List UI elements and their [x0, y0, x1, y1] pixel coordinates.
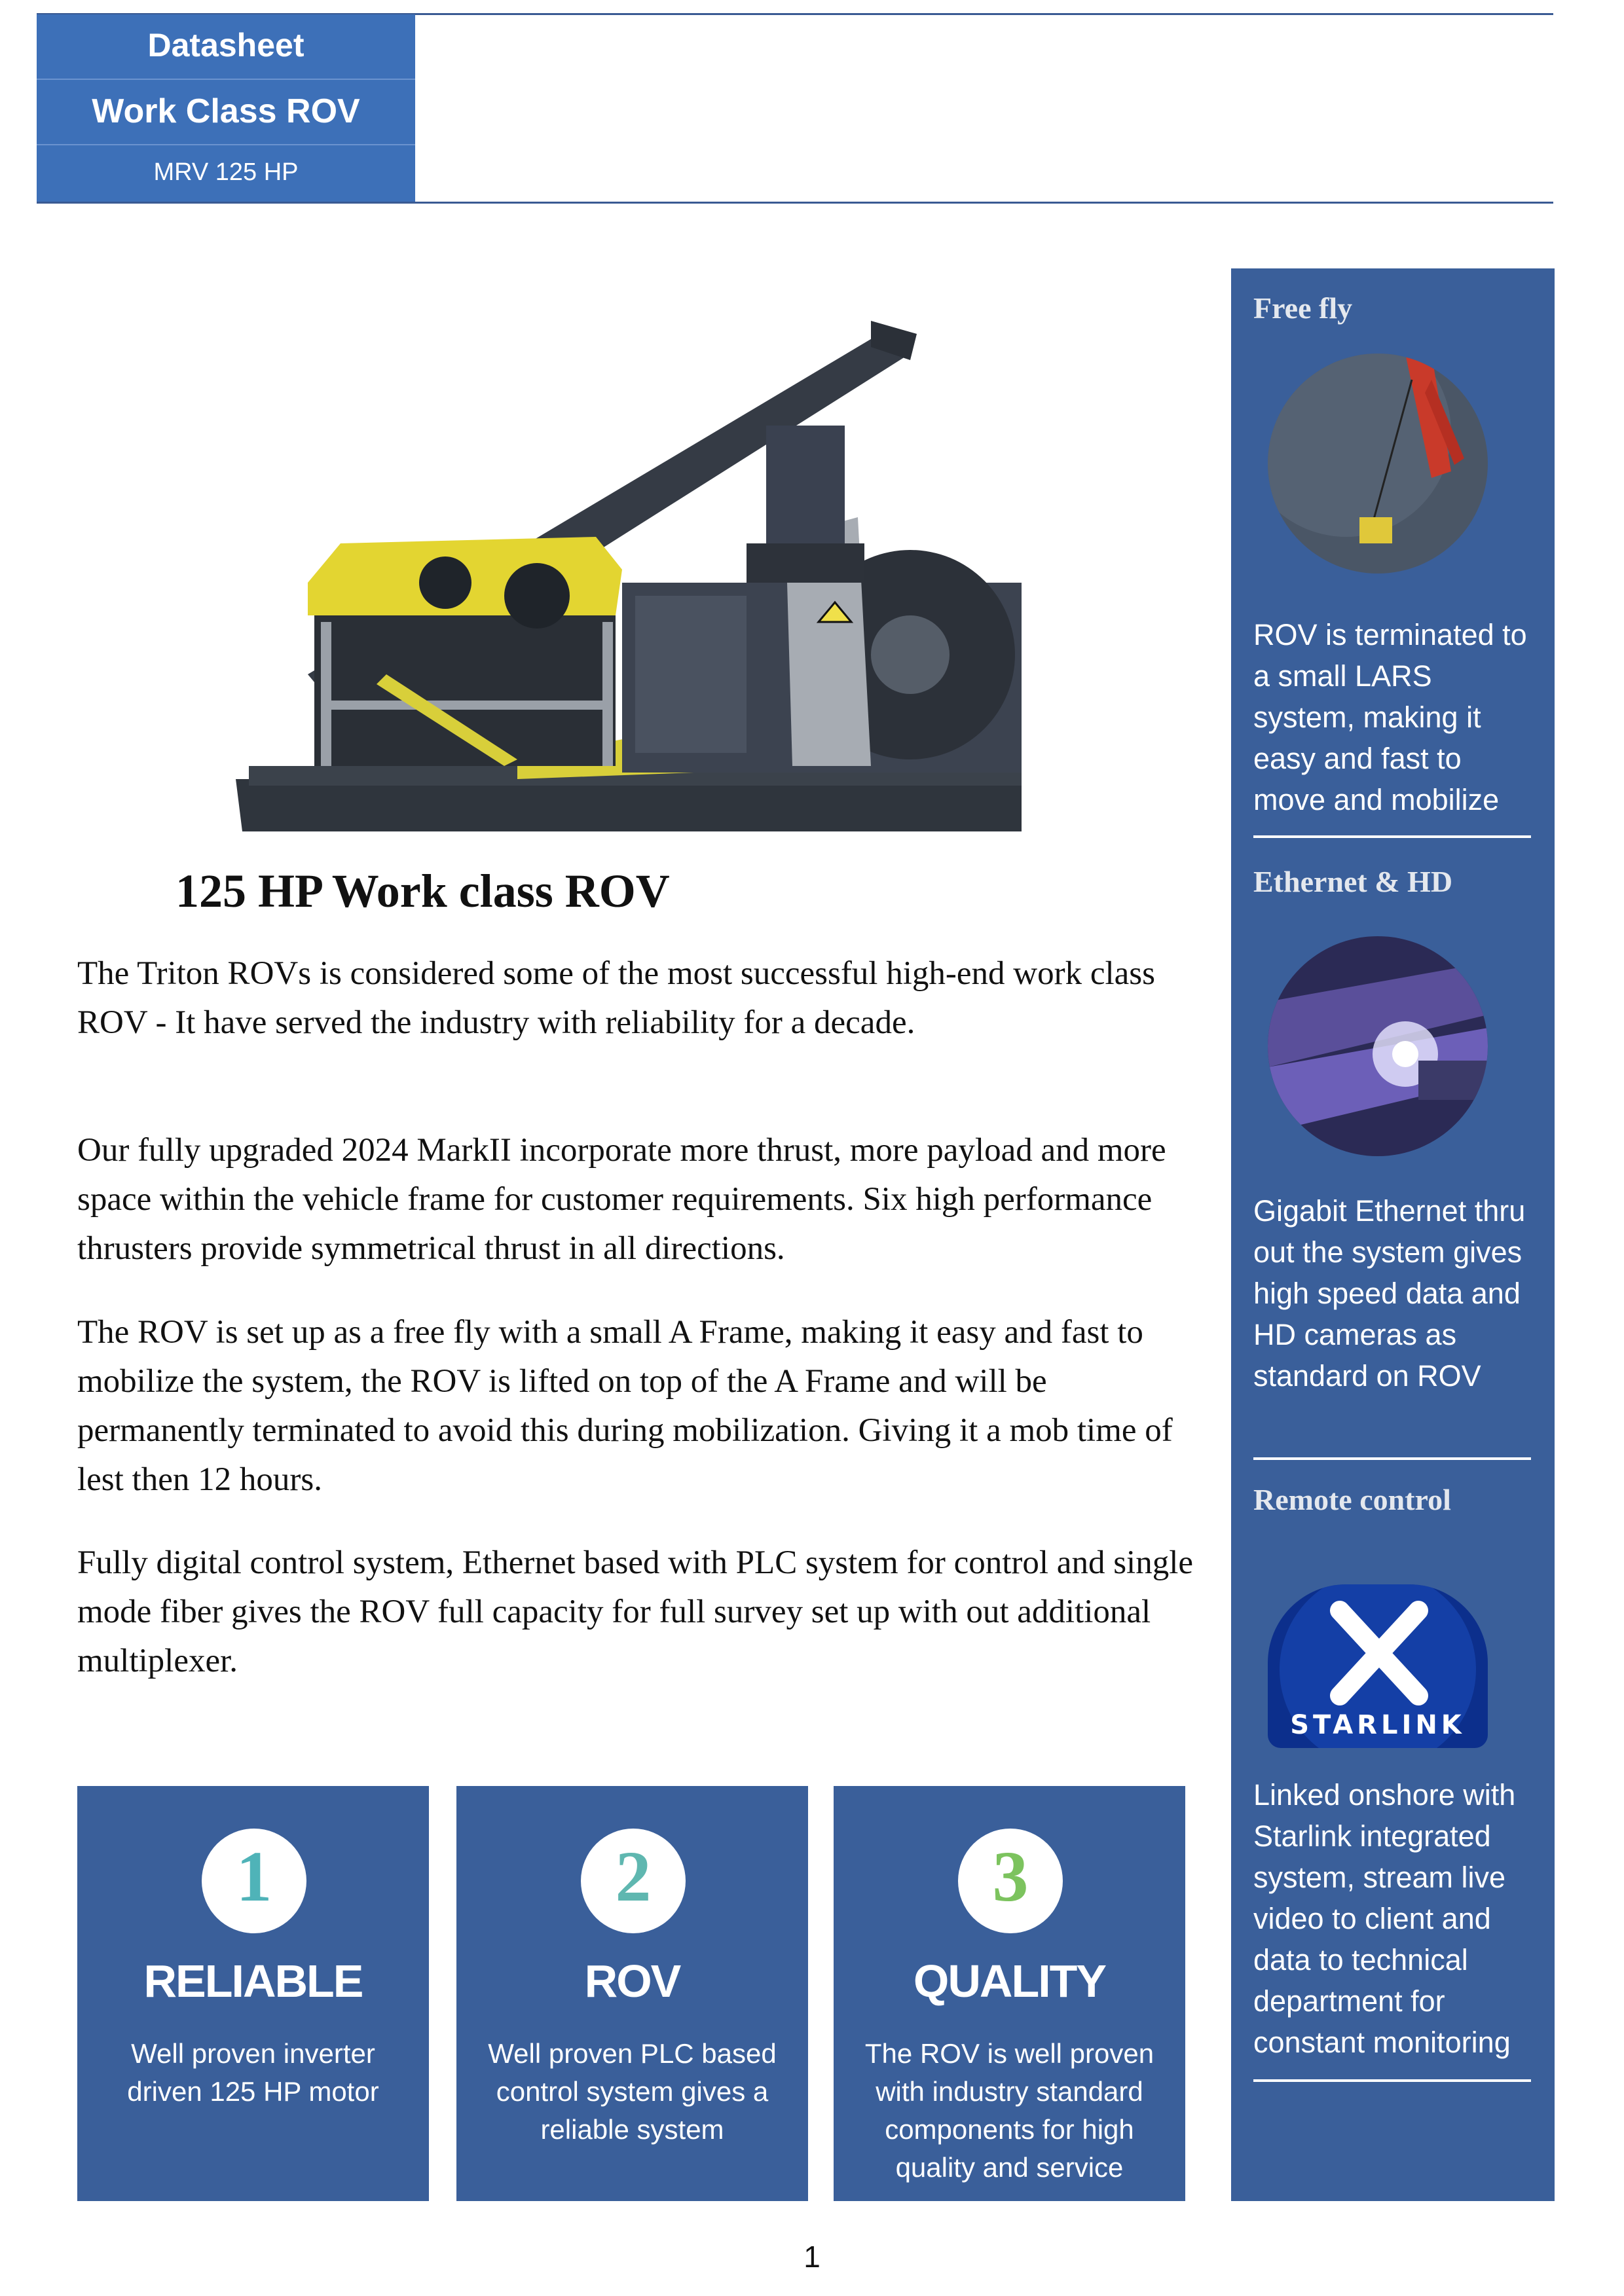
header-model: MRV 125 HP: [153, 158, 299, 186]
feature-card-quality: [834, 1786, 1185, 2201]
feature-card-rov: [456, 1786, 808, 2201]
svg-text:STARLINK: STARLINK: [1290, 1710, 1466, 1740]
sidebar-panel: [1231, 268, 1555, 2201]
feature-number: 1: [236, 1836, 272, 1916]
feature-description: The ROV is well proven with industry standard components for high quality and service: [864, 2038, 1154, 2183]
feature-title: QUALITY: [913, 1956, 1106, 2007]
body-paragraph: Our fully upgraded 2024 MarkII incorporate more thrust, more payload and more space within the vehicle frame for customer requirements. Six high performance thrusters provide symmetrical thrust in all directions.: [77, 1132, 1166, 1267]
number-badge: [958, 1829, 1063, 1933]
sidebar-heading-free-fly: Free fly: [1253, 291, 1353, 325]
feature-description: Well proven inverter driven 125 HP motor: [127, 2038, 379, 2107]
sidebar-divider: [1253, 1457, 1531, 1460]
feature-title: RELIABLE: [143, 1956, 363, 2007]
sidebar-text-ethernet: Gigabit Ethernet thru out the system gives high speed data and HD cameras as standard on ROV: [1253, 1194, 1526, 1393]
body-paragraph: Fully digital control system, Ethernet based with PLC system for control and single mode fiber gives the ROV full capacity for full survey set up with out additional multiplexer.: [77, 1544, 1194, 1679]
header-bottom-rule: [37, 202, 1553, 204]
sidebar-heading-remote-control: Remote control: [1253, 1483, 1451, 1516]
sidebar-divider: [1253, 835, 1531, 838]
feature-number: 2: [615, 1836, 652, 1916]
sidebar-text-remote-control: Linked onshore with Starlink integrated system, stream live video to client and data to technical department for constant monitoring: [1253, 1778, 1516, 2059]
body-paragraph: The ROV is set up as a free fly with a small A Frame, making it easy and fast to mobilize the system, the ROV is lifted on top of the A Frame and will be permanently terminated to avoid this during mobilization. Giving it a mob time of lest then 12 hours.: [77, 1314, 1173, 1498]
sidebar-text-free-fly: ROV is terminated to a small LARS system, making it easy and fast to move and mobilize: [1253, 618, 1527, 816]
starlink-logo-icon: [1268, 1584, 1488, 1748]
header-block: [37, 14, 415, 203]
sidebar-divider: [1253, 2079, 1531, 2082]
feature-card-reliable: [77, 1786, 429, 2201]
number-badge: [581, 1829, 686, 1933]
header-divider: [37, 79, 415, 80]
sidebar-heading-ethernet: Ethernet & HD: [1253, 865, 1453, 898]
header-divider: [37, 144, 415, 145]
feature-description: Well proven PLC based control system gives a reliable system: [488, 2038, 777, 2145]
header-title: Work Class ROV: [92, 92, 360, 130]
body-paragraph: The Triton ROVs is considered some of the most successful high-end work class ROV - It have served the industry with reliability for a decade.: [77, 955, 1155, 1041]
feature-title: ROV: [584, 1956, 680, 2007]
network-connector-photo-icon: [1268, 936, 1488, 1156]
main-title: 125 HP Work class ROV: [175, 865, 670, 917]
rov-product-image: [229, 308, 1028, 838]
header-label: Datasheet: [147, 27, 304, 64]
feature-number: 3: [992, 1836, 1029, 1916]
page-number: 1: [803, 2240, 821, 2274]
sea-deployment-photo-icon: [1268, 354, 1488, 574]
number-badge: [202, 1829, 306, 1933]
